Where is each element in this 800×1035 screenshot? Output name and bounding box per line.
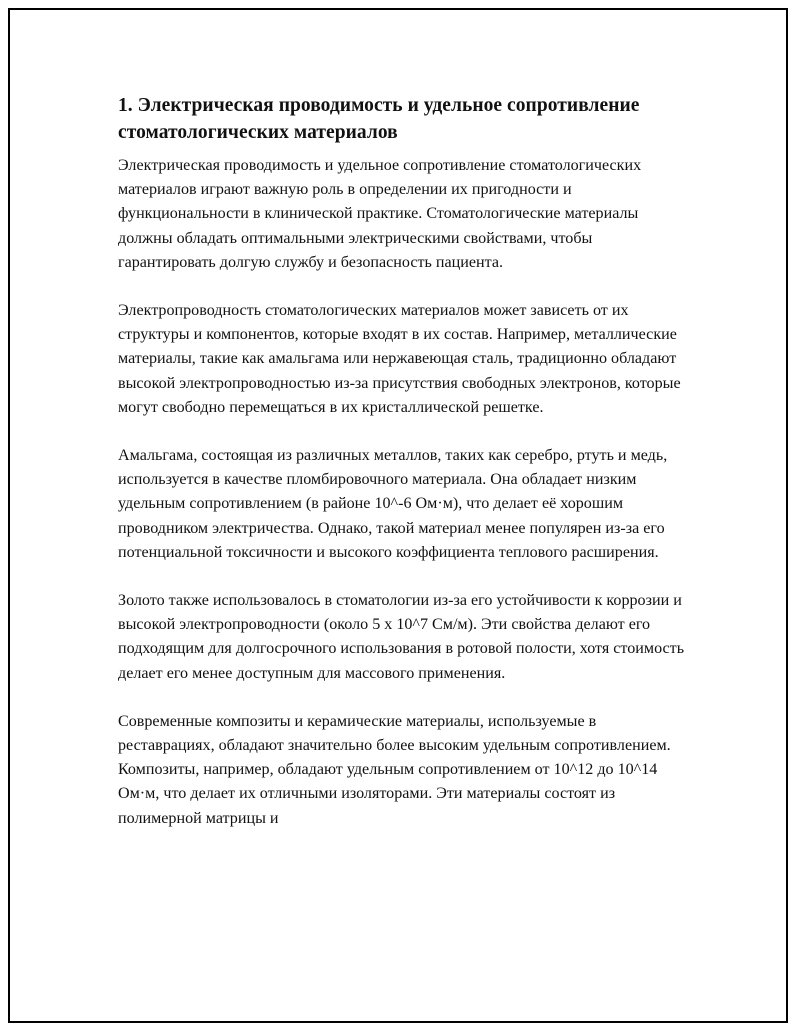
paragraph-amalgam: Амальгама, состоящая из различных металлов, таких как серебро, ртуть и медь, используется в качестве пломбировочного материала. Она обладает низким удельным сопротивлением (в районе 10^-6 Ом·м), что делает её хорошим проводником электричества. Однако, такой материал менее популярен из-за его потенциальной токсичности и высокого коэффициента теплового расширения.: [118, 447, 668, 561]
paragraph-intro: Электрическая проводимость и удельное сопротивление стоматологических материалов играют важную роль в определении их пригодности и функциональности в клинической практике. Стоматологические материалы должны обладать оптимальными электрическими свойствами, чтобы гарантировать долгую службу и безопасность пациента.: [118, 157, 642, 271]
paragraph-conductivity-structure: Электропроводность стоматологических материалов может зависеть от их структуры и компонентов, которые входят в их состав. Например, металлические материалы, такие как амальгама или нержавеющая сталь, традиционно обладают высокой электропроводностью из-за присутствия свободных электронов, которые могут свободно перемещаться в их кристаллической решетке.: [118, 302, 681, 416]
section-heading: 1. Электрическая проводимость и удельное сопротивление стоматологических материалов: [118, 95, 640, 143]
document-body: [118, 92, 693, 831]
paragraph-gold: Золото также использовалось в стоматологии из-за его устойчивости к коррозии и высокой электропроводности (около 5 x 10^7 См/м). Эти свойства делают его подходящим для долгосрочного использования в ротовой полости, хотя стоимость делает его менее доступным для массового применения.: [118, 592, 685, 682]
paragraph-composites: Современные композиты и керамические материалы, используемые в реставрациях, обладают значительно более высоким удельным сопротивлением. Композиты, например, обладают удельным сопротивлением от 10^12 до 10^14 Ом·м, что делает их отличными изоляторами. Эти материалы состоят из полимерной матрицы и: [118, 712, 671, 827]
